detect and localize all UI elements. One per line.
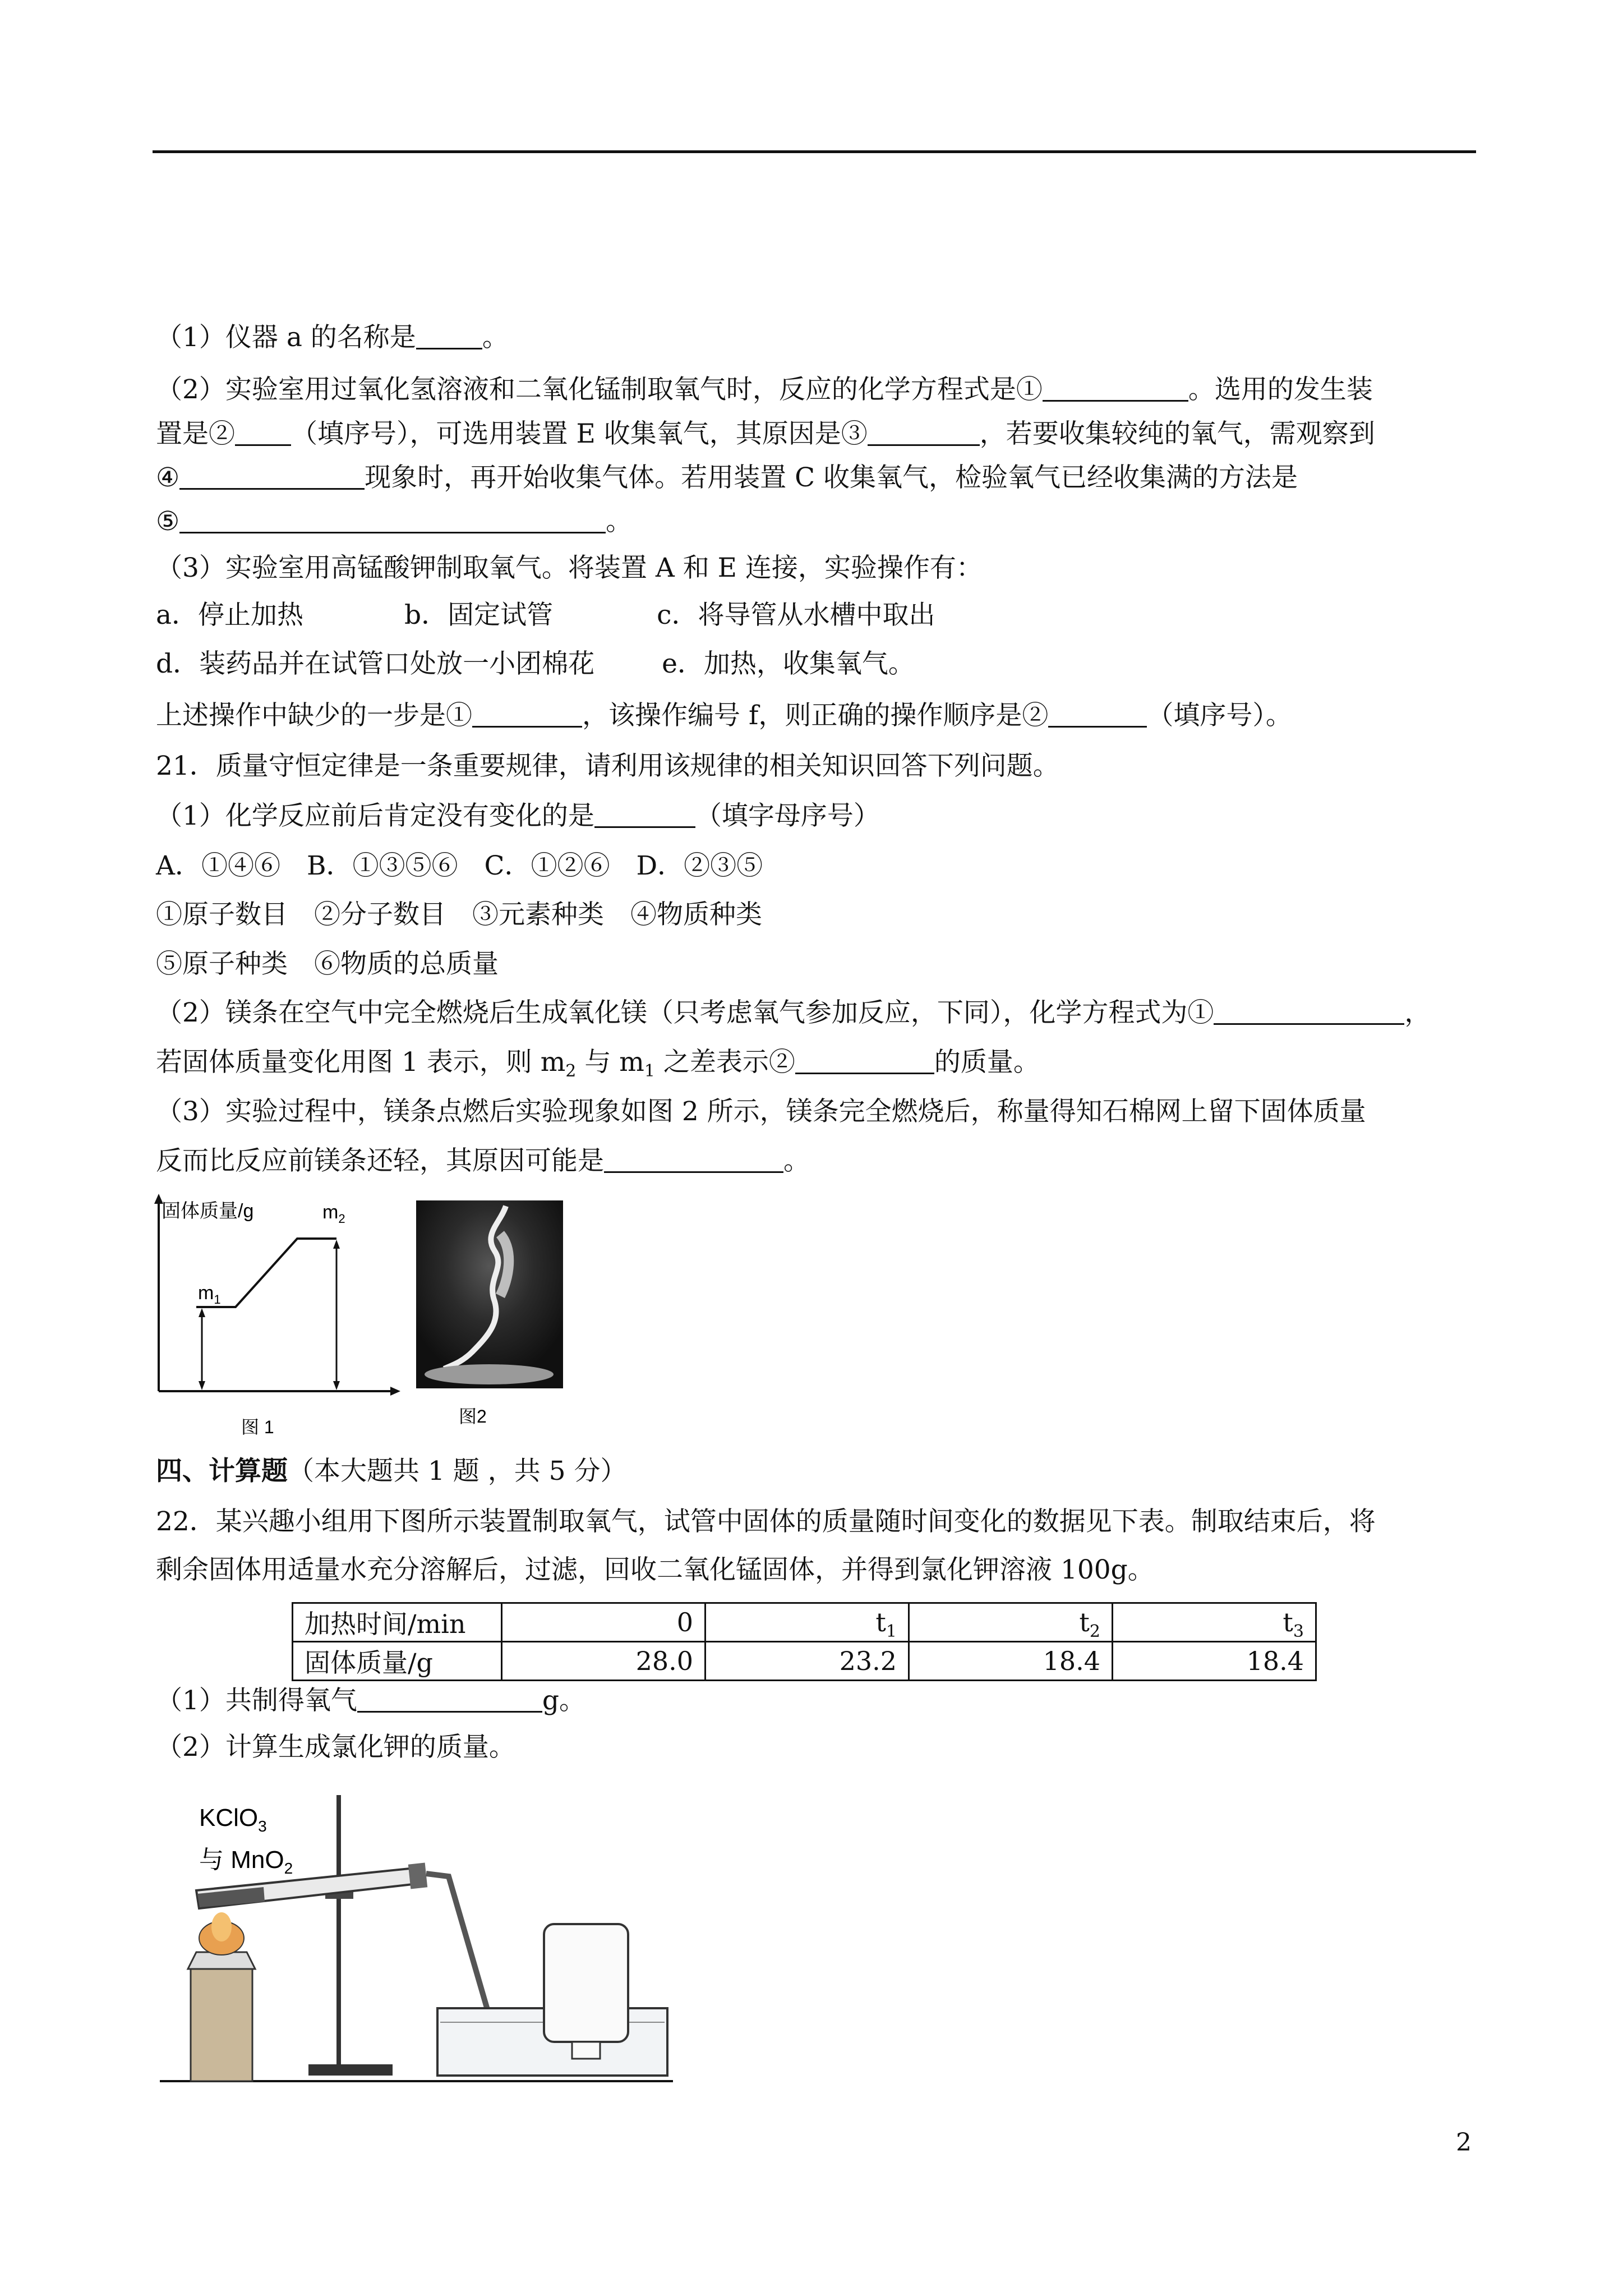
- figure1-mass-graph: [151, 1189, 409, 1447]
- reagent-label-1: KClO$_3$: [199, 1804, 267, 1835]
- q20-part2-line3: ④ 现象时，再开始收集气体。若用装置 C 收集氧气，检验氧气已经收集满的方法是: [156, 462, 1298, 493]
- answer-blank[interactable]: [179, 462, 365, 490]
- apparatus-diagram: [157, 1784, 684, 2098]
- answer-blank[interactable]: [472, 700, 582, 728]
- answer-blank[interactable]: [416, 322, 482, 349]
- answer-blank[interactable]: [795, 1047, 934, 1074]
- q21-part2-line2: 若固体质量变化用图 1 表示，则 $m_2$ 与 $m_1$ 之差表示② 的质量。: [156, 1047, 1040, 1081]
- answer-blank[interactable]: [1043, 374, 1188, 402]
- q20-part2-line2: 置是② （填序号），可选用装置 E 收集氧气，其原因是③ ，若要收集较纯的氧气，需观察到: [156, 418, 1375, 449]
- q20-part2-line4: ⑤ 。: [156, 506, 633, 537]
- q21-part2-line1: （2）镁条在空气中完全燃烧后生成氧化镁（只考虑氧气参加反应，下同），化学方程式为① ，: [156, 997, 1431, 1028]
- figure1-caption: 图 1: [241, 1417, 274, 1437]
- header-rule: [153, 150, 1476, 153]
- q20-part2-line1: （2）实验室用过氧化氢溶液和二氧化锰制取氧气时，反应的化学方程式是① 。选用的发生装: [156, 374, 1373, 405]
- q22-stem-line1: 22．某兴趣小组用下图所示装置制取氧气，试管中固体的质量随时间变化的数据见下表。制取结束后，将: [156, 1506, 1376, 1537]
- answer-blank[interactable]: [357, 1685, 542, 1713]
- q20-part1: （1）仪器 a 的名称是 。: [156, 322, 509, 353]
- q21-part1: （1）化学反应前后肯定没有变化的是 （填字母序号）: [156, 800, 880, 831]
- data-table: [292, 1602, 1317, 1681]
- figure1-m2-label: $m_2$: [322, 1202, 345, 1226]
- q20-operations-row2: d．装药品并在试管口处放一小团棉花 e．加热，收集氧气。: [156, 648, 915, 679]
- answer-blank[interactable]: [1214, 997, 1404, 1025]
- answer-blank[interactable]: [868, 418, 980, 446]
- answer-blank[interactable]: [235, 418, 291, 446]
- q22-part2: （2）计算生成氯化钾的质量。: [156, 1732, 515, 1763]
- table-row: 加热时间/min 0 $t_1$ $t_2$ $t_3$: [293, 1603, 1316, 1642]
- q22-part1: （1）共制得氧气 g。: [156, 1685, 585, 1716]
- q21-options: A．①④⑥ B．①③⑤⑥ C．①②⑥ D．②③⑤: [156, 850, 763, 881]
- q20-part3-question: 上述操作中缺少的一步是① ，该操作编号 f，则正确的操作顺序是② （填序号）。: [156, 700, 1292, 731]
- answer-blank[interactable]: [594, 800, 695, 828]
- page-number: 2: [1456, 2128, 1472, 2157]
- section4-heading: 四、计算题（本大题共 1 题 ，共 5 分）: [156, 1456, 627, 1487]
- q21-items-row2: ⑤原子种类 ⑥物质的总质量: [156, 949, 499, 979]
- q21-items-row1: ①原子数目 ②分子数目 ③元素种类 ④物质种类: [156, 899, 762, 930]
- figure1-ylabel: 固体质量/g: [162, 1200, 254, 1222]
- answer-blank[interactable]: [179, 506, 606, 533]
- reagent-label-2: 与 MnO$_2$: [199, 1846, 293, 1877]
- table-row: 固体质量/g 28.0 23.2 18.4 18.4: [293, 1642, 1316, 1681]
- q21-part3-line2: 反而比反应前镁条还轻，其原因可能是 。: [156, 1145, 810, 1176]
- answer-blank[interactable]: [1048, 700, 1147, 728]
- q21-part3-line1: （3）实验过程中，镁条点燃后实验现象如图 2 所示，镁条完全燃烧后，称量得知石棉网上留下固体质量: [156, 1096, 1366, 1127]
- q22-stem-line2: 剩余固体用适量水充分溶解后，过滤，回收二氧化锰固体，并得到氯化钾溶液 100g。: [156, 1554, 1154, 1585]
- q21-stem: 21．质量守恒定律是一条重要规律，请利用该规律的相关知识回答下列问题。: [156, 751, 1059, 781]
- figure2-caption: 图2: [459, 1406, 487, 1427]
- figure1-m1-label: $m_1$: [198, 1282, 221, 1306]
- q20-part3-intro: （3）实验室用高锰酸钾制取氧气。将装置 A 和 E 连接，实验操作有：: [156, 553, 983, 583]
- q20-operations-row1: a．停止加热 b．固定试管 c．将导管从水槽中取出: [156, 600, 935, 631]
- figure2-photo: [416, 1200, 563, 1447]
- answer-blank[interactable]: [604, 1145, 783, 1173]
